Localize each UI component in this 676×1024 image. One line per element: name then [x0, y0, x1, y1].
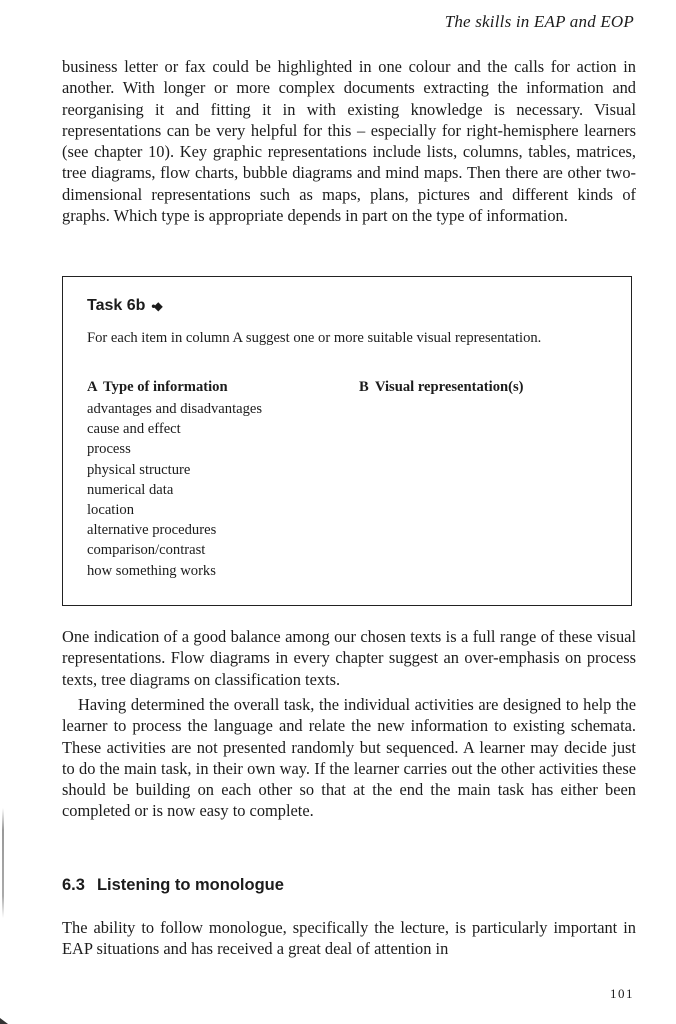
list-item: numerical data	[87, 481, 174, 498]
list-item: advantages and disadvantages	[87, 401, 263, 417]
task-title-text: Task 6b	[87, 297, 146, 314]
section-heading	[62, 876, 284, 895]
column-a-header	[87, 379, 228, 396]
task-box	[62, 276, 632, 606]
column-a-letter: A	[87, 379, 98, 395]
list-item: alternative procedures	[87, 522, 217, 539]
paragraph-balance: One indication of a good balance among our chosen texts is a full range of these visual representations. Flow diagrams in every chapter suggest an over-emphasis on process texts, tree diagrams on classification texts.	[62, 627, 636, 689]
section-number: 6.3	[62, 876, 85, 894]
list-item: physical structure	[87, 461, 191, 478]
paragraph-intro: business letter or fax could be highlighted in one colour and the calls for action in another. With longer or more complex documents extracting the information and reorganising it and fitting it in with existing knowledge is necessary. Visual representations can be very helpful for this – especially for right-hemisphere learners (see chapter 10). Key graphic representations include lists, columns, tables, matrices, tree diagrams, flow charts, bubble diagrams and mind maps. Then there are other two-dimensional representations such as maps, plans, pictures and different kinds of graphs. Which type is appropriate depends in part on the type of information.	[62, 57, 636, 226]
paragraph-task-design: Having determined the overall task, the individual activities are designed to help the learner to process the language and relate the new information to existing schemata. These activities are not presented randomly but sequenced. A learner may decide just to do the main task, in their own way. If the learner carries out the other activities these should be building on each other so that at the end the main task has either been completed or is now easy to complete.	[62, 695, 636, 821]
scan-margin-mark	[2, 808, 4, 918]
column-b-letter: B	[359, 379, 369, 395]
list-item: comparison/contrast	[87, 542, 206, 559]
list-item: location	[87, 502, 135, 519]
running-header: The skills in EAP and EOP	[444, 12, 634, 31]
column-b-label: Visual representation(s)	[375, 379, 524, 395]
column-a-label: Type of information	[103, 379, 228, 395]
information-type-list	[87, 399, 262, 581]
list-item: how something works	[87, 562, 216, 579]
page-number: 101	[610, 986, 634, 1001]
list-item: cause and effect	[87, 421, 181, 438]
column-b-header	[359, 379, 524, 396]
paragraph-listening: The ability to follow monologue, specifically the lecture, is particularly important in EAP situations and has received a great deal of attention in	[62, 918, 636, 959]
task-instruction: For each item in column A suggest one or more suitable visual representation.	[87, 330, 542, 346]
list-item: process	[87, 441, 131, 458]
pair-work-icon: •◆	[151, 299, 161, 313]
task-title	[87, 297, 161, 315]
scan-corner-mark	[0, 1018, 8, 1024]
section-title: Listening to monologue	[96, 876, 284, 894]
